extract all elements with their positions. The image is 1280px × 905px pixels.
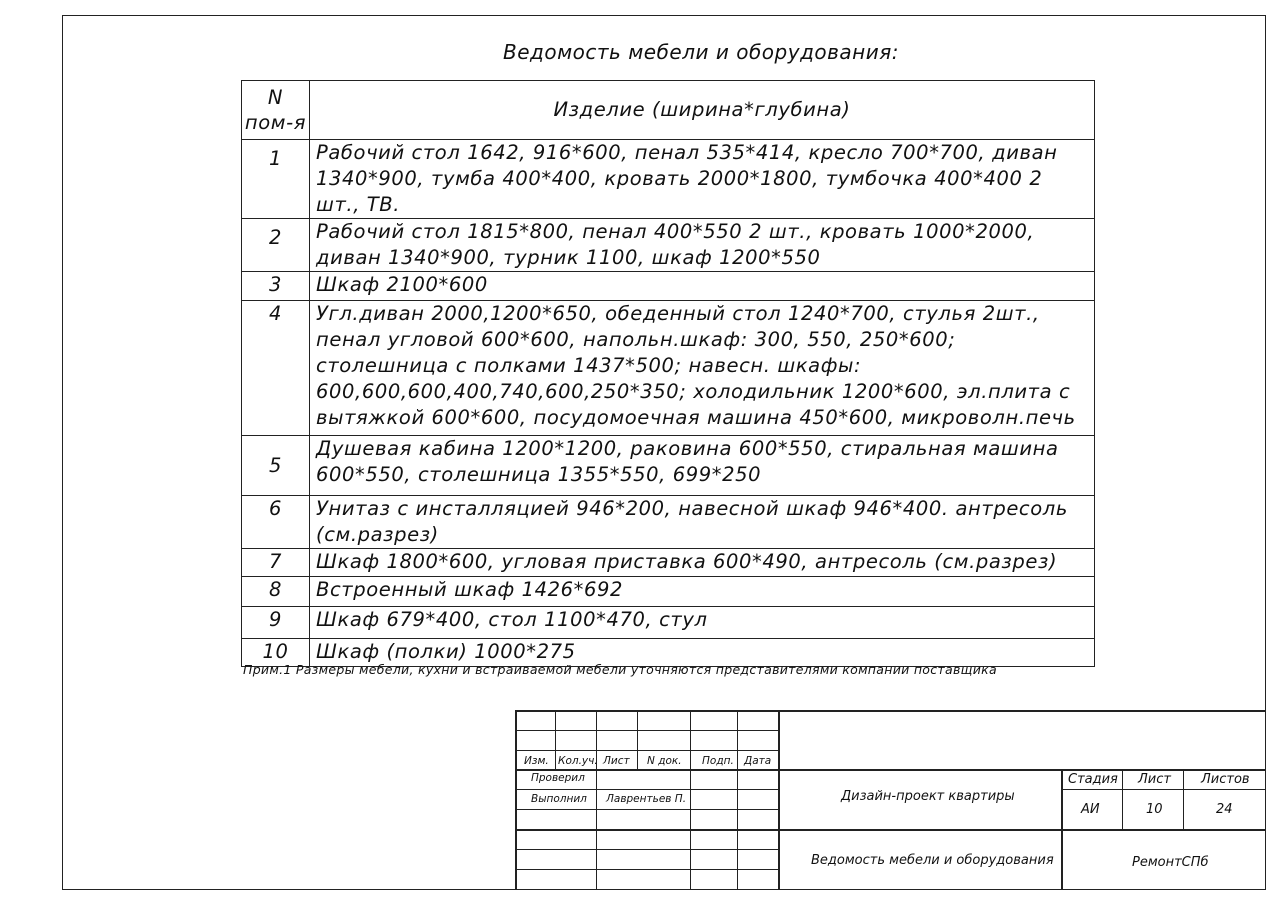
item-description: Душевая кабина 1200*1200, раковина 600*550, стиральная машина 600*550, столешница 1355*550, 699*250 (310, 436, 1095, 496)
table-row (242, 496, 1095, 549)
item-description: Рабочий стол 1815*800, пенал 400*550 2 шт., кровать 1000*2000, диван 1340*900, турник 1100, шкаф 1200*550 (310, 219, 1095, 272)
grid-line (637, 710, 638, 770)
col-list-label: Лист (603, 755, 630, 767)
table-row (242, 140, 1095, 219)
list-label: Лист (1138, 772, 1171, 787)
table-row (242, 272, 1095, 301)
grid-line (778, 710, 780, 890)
room-number: 2 (242, 219, 310, 272)
listov-label: Листов (1201, 772, 1250, 787)
list-value: 10 (1146, 802, 1163, 817)
room-number-header-line1: N (267, 86, 284, 109)
company-name: РемонтСПб (1132, 855, 1209, 870)
item-description: Шкаф 1800*600, угловая приставка 600*490, антресоль (см.разрез) (310, 549, 1095, 577)
item-description: Шкаф 679*400, стол 1100*470, стул (310, 607, 1095, 639)
title-block (515, 710, 1266, 890)
footnote: Прим.1 Размеры мебели, кухни и встраиваемой мебели уточняются представителями компании поставщика (243, 662, 997, 677)
table-row (242, 607, 1095, 639)
item-description: Встроенный шкаф 1426*692 (310, 577, 1095, 607)
grid-line (1061, 769, 1063, 890)
item-description: Шкаф 2100*600 (310, 272, 1095, 301)
document-title: Ведомость мебели и оборудования: (503, 40, 900, 64)
col-data-label: Дата (744, 755, 772, 767)
room-number: 3 (242, 272, 310, 301)
grid-line (515, 849, 778, 850)
col-podp-label: Подп. (702, 755, 734, 767)
room-number: 10 (242, 639, 310, 667)
table-row (242, 549, 1095, 577)
room-number: 4 (242, 301, 310, 436)
grid-line (515, 829, 1266, 831)
grid-line (1061, 789, 1266, 790)
grid-line (515, 769, 1266, 771)
vypolnil-label: Выполнил (531, 793, 587, 805)
room-number: 6 (242, 496, 310, 549)
item-description: Шкаф (полки) 1000*275 (310, 639, 1095, 667)
grid-line (515, 869, 778, 870)
room-number: 7 (242, 549, 310, 577)
grid-line (555, 710, 556, 770)
grid-line (515, 809, 778, 810)
grid-line (515, 789, 778, 790)
proveril-label: Проверил (531, 772, 585, 784)
stadiya-value: АИ (1081, 802, 1100, 817)
title-block-border (515, 710, 517, 890)
vypolnil-name: Лаврентьев П. (606, 793, 687, 805)
table-row (242, 301, 1095, 436)
room-number: 1 (242, 140, 310, 219)
item-header: Изделие (ширина*глубина) (310, 81, 1095, 140)
item-description: Унитаз с инсталляцией 946*200, навесной шкаф 946*400. антресоль (см.разрез) (310, 496, 1095, 549)
table-row (242, 436, 1095, 496)
title-block-border (515, 710, 1266, 712)
grid-line (596, 710, 597, 890)
grid-line (1183, 769, 1184, 830)
grid-line (737, 710, 738, 890)
col-izm-label: Изм. (524, 755, 549, 767)
col-kolуch-label: Кол.уч. (558, 755, 598, 767)
sheet-title: Ведомость мебели и оборудования (811, 853, 1054, 868)
item-description: Рабочий стол 1642, 916*600, пенал 535*414, кресло 700*700, диван 1340*900, тумба 400*400, кровать 2000*1800, тумбочка 400*400 2 шт., ТВ. (310, 140, 1095, 219)
table-header-row (242, 81, 1095, 140)
furniture-table (241, 80, 1095, 667)
table-row (242, 219, 1095, 272)
room-number: 5 (242, 436, 310, 496)
grid-line (1122, 769, 1123, 830)
col-ndok-label: N док. (647, 755, 682, 767)
item-description: Угл.диван 2000,1200*650, обеденный стол 1240*700, стулья 2шт., пенал угловой 600*600, напольн.шкаф: 300, 550, 250*600; столешница с полками 1437*500; навесн. шкафы: 600,600,600,400,740,600,250*350; холодильник 1200*600, эл.плита с вытяжкой 600*600, посудомоечная машина 450*600, микроволн.печь (310, 301, 1095, 436)
room-number-header-line2: пом-я (244, 111, 307, 134)
grid-line (690, 710, 691, 890)
room-number: 9 (242, 607, 310, 639)
room-number: 8 (242, 577, 310, 607)
stadiya-label: Стадия (1068, 772, 1118, 787)
room-number-header (242, 81, 310, 140)
project-name: Дизайн-проект квартиры (841, 789, 1015, 804)
table-row (242, 577, 1095, 607)
listov-value: 24 (1216, 802, 1233, 817)
